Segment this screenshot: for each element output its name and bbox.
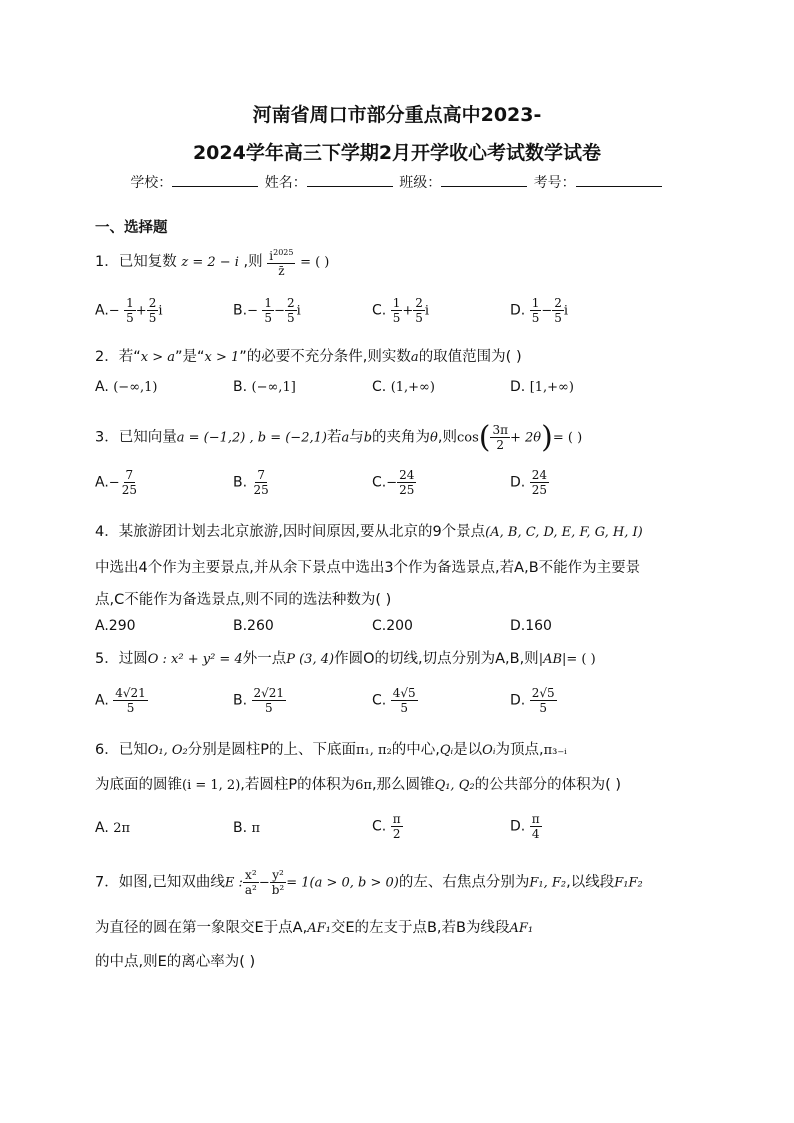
- frac: [530, 296, 542, 325]
- sign: −: [247, 303, 258, 319]
- option-label: D.: [510, 302, 526, 319]
- q3-t3: 与: [349, 429, 364, 446]
- num: 2: [554, 296, 562, 310]
- section-heading: 一、选择题: [95, 220, 168, 236]
- q6-pi12: π₁, π₂: [356, 743, 392, 758]
- frac: [391, 812, 403, 841]
- number-blank[interactable]: [576, 174, 662, 187]
- q6-t1: 6．已知: [95, 742, 148, 758]
- den: 25: [253, 483, 269, 497]
- q2-c1: x > a: [140, 350, 175, 365]
- q3-a: a: [341, 430, 350, 446]
- q5-option-c[interactable]: [372, 686, 418, 715]
- frac: [252, 468, 271, 497]
- num: 1: [392, 296, 401, 310]
- option-label: C.: [372, 692, 387, 709]
- frac: [120, 468, 139, 497]
- q2-option-a[interactable]: [95, 379, 158, 395]
- q7-f1f2: F₁F₂: [614, 875, 643, 891]
- name-blank[interactable]: [307, 174, 393, 187]
- option-label: D.: [510, 818, 526, 835]
- option-label: C.: [372, 474, 387, 491]
- option-label: C.: [372, 379, 387, 395]
- question-3: [95, 420, 582, 455]
- option-label: B.: [233, 820, 248, 836]
- q5-option-d[interactable]: [510, 686, 557, 715]
- q2-option-b[interactable]: [233, 379, 296, 395]
- q7-t3: ,以线段: [566, 874, 615, 891]
- question-7-line-3: 的中点,则E的离心率为( ): [95, 954, 256, 970]
- q3-option-b[interactable]: [233, 468, 271, 497]
- den: 25: [531, 483, 547, 497]
- q6-option-b[interactable]: [233, 820, 260, 836]
- q7-t1: 7．如图,已知双曲线: [95, 874, 225, 891]
- option-value: (−∞,1): [113, 380, 158, 395]
- den: 4: [531, 827, 540, 841]
- option-label: A.: [95, 379, 109, 395]
- q6-t3: 的中心,: [391, 742, 440, 758]
- q5-t3: 作圆O的切线,切点分别为A,B,则: [334, 651, 539, 667]
- den: 5: [415, 311, 423, 325]
- question-7-line-1: [95, 868, 643, 897]
- q2-t2: ”是“: [175, 349, 205, 365]
- title-line-1: 河南省周口市部分重点高中2023-: [252, 104, 542, 126]
- den: 2: [392, 827, 401, 841]
- num: 3π: [492, 423, 509, 437]
- option-label: B.: [233, 302, 248, 319]
- question-1: [95, 246, 329, 278]
- q6-t7: ,若圆柱P的体积为: [240, 777, 356, 793]
- class-label: 班级：: [399, 175, 442, 191]
- q7-e: E :: [224, 875, 243, 891]
- question-7-line-2: [95, 916, 533, 937]
- q6-i12: (i = 1, 2): [182, 778, 241, 793]
- q3-frac: [490, 423, 510, 452]
- q6-option-d[interactable]: [510, 812, 542, 841]
- question-5: [95, 647, 596, 668]
- den: 5: [126, 701, 135, 715]
- den: 5: [539, 701, 547, 715]
- den: a²: [244, 883, 257, 897]
- left-paren: (: [478, 420, 491, 455]
- q3-t2: 若: [326, 429, 342, 446]
- sign: −: [108, 303, 120, 319]
- q2-c2: x > 1: [204, 350, 240, 365]
- q3-b: b: [363, 430, 373, 446]
- imag: i: [158, 303, 163, 319]
- option-value: (−∞,1]: [251, 380, 296, 395]
- q3-t5: ,则: [437, 429, 457, 446]
- option-label: B.: [233, 692, 248, 709]
- option-label: C.: [372, 302, 387, 319]
- q4-option-b[interactable]: B.260: [233, 618, 274, 634]
- school-label: 学校：: [130, 175, 173, 191]
- question-2: [95, 345, 522, 366]
- q7-f12: F₁, F₂: [529, 875, 567, 891]
- option-value: π: [251, 821, 261, 836]
- num: 24: [531, 468, 547, 482]
- q7-cond: = 1(a > 0, b > 0): [286, 875, 399, 891]
- q6-t5: 为顶点,: [495, 742, 544, 758]
- q3-vectors: a = (−1,2) , b = (−2,1): [176, 430, 327, 446]
- q6-q12: Q₁, Q₂: [434, 778, 475, 793]
- num: y²: [272, 868, 284, 882]
- sign: −: [386, 475, 398, 491]
- school-blank[interactable]: [172, 174, 258, 187]
- den: 25: [121, 483, 137, 497]
- q5-option-b[interactable]: [233, 686, 286, 715]
- q7-af1: AF₁: [307, 921, 331, 936]
- q4-option-a[interactable]: A.290: [95, 618, 136, 634]
- den: 5: [148, 311, 157, 325]
- q6-t8: ,那么圆锥: [371, 777, 435, 793]
- frac: [252, 686, 287, 715]
- frac: [124, 296, 136, 325]
- option-value: [1,+∞): [529, 380, 574, 395]
- question-6-line-2: [95, 773, 621, 794]
- option-label: D.: [510, 692, 526, 709]
- q1-mid: ,则: [243, 254, 263, 270]
- q6-t2: 分别是圆柱P的上、下底面: [187, 742, 356, 758]
- option-label: B.: [233, 474, 248, 491]
- option-label: C.: [372, 818, 387, 835]
- q7-frac-y: [270, 868, 287, 897]
- q1-option-a[interactable]: [95, 296, 163, 325]
- num: 1: [264, 296, 273, 310]
- q7-t4: 为直径的圆在第一象限交E于点A,: [95, 920, 308, 936]
- op: −: [541, 303, 553, 319]
- op: +: [402, 303, 414, 319]
- q7-minus: −: [258, 875, 270, 891]
- q5-end: = ( ): [566, 652, 596, 667]
- number-label: 考号：: [533, 175, 576, 191]
- num: 1: [126, 296, 134, 310]
- q2-t4: 的取值范围为( ): [418, 349, 522, 365]
- q4-set: (A, B, C, D, E, F, G, H, I): [485, 525, 643, 540]
- imag: i: [424, 303, 430, 319]
- question-4-line-1: [95, 520, 643, 541]
- q1-option-b[interactable]: [233, 296, 301, 325]
- q6-t9: 的公共部分的体积为( ): [474, 777, 622, 793]
- q6-pi3i: π₃₋ᵢ: [543, 743, 567, 758]
- q1-option-d[interactable]: [510, 296, 568, 325]
- q6-o12: O₁, O₂: [147, 743, 188, 758]
- q2-t3: ”的必要不充分条件,则实数: [239, 349, 411, 365]
- q3-t1: 3．已知向量: [95, 429, 177, 446]
- frac: [530, 812, 542, 841]
- num: 7: [125, 468, 134, 482]
- q4-option-d[interactable]: D.160: [510, 618, 552, 634]
- option-label: D.: [510, 474, 526, 491]
- num: 2√21: [253, 686, 285, 700]
- den: b²: [271, 883, 285, 897]
- den: 5: [286, 311, 295, 325]
- q3-t4: 的夹角为: [372, 429, 431, 446]
- den: 5: [392, 311, 401, 325]
- num: 2: [286, 296, 295, 310]
- q4-option-c[interactable]: C.200: [372, 618, 413, 634]
- den: 5: [126, 311, 134, 325]
- option-value: 2π: [113, 821, 131, 836]
- q1-end: = ( ): [300, 255, 330, 270]
- q1-num: i: [269, 249, 274, 263]
- den: 25: [399, 483, 415, 497]
- q5-t2: 外一点: [242, 651, 287, 667]
- option-label: A.: [95, 820, 109, 836]
- q6-qi: Qᵢ: [439, 743, 454, 758]
- option-label: A.: [95, 692, 109, 709]
- q3-option-a[interactable]: [95, 468, 139, 497]
- q7-af1b: AF₁: [509, 921, 534, 936]
- student-info: [0, 172, 794, 192]
- num: 24: [399, 468, 415, 482]
- q2-a: a: [410, 350, 419, 365]
- frac: [391, 686, 418, 715]
- frac: [530, 468, 549, 497]
- num: 4√21: [115, 686, 146, 700]
- q1-option-c[interactable]: [372, 296, 429, 325]
- name-label: 姓名：: [264, 175, 307, 191]
- frac: [413, 296, 425, 325]
- option-label: B.: [233, 379, 248, 395]
- option-label: A.: [95, 474, 109, 491]
- op: −: [274, 303, 285, 319]
- q5-t1: 5．过圆: [95, 651, 148, 667]
- q1-lead: 1．已知复数: [95, 254, 177, 270]
- question-6-line-1: [95, 738, 567, 759]
- q7-t5: 交E的左支于点B,若B为线段: [330, 920, 510, 936]
- question-4-line-2: 中选出4个作为主要景点,并从余下景点中选出3个作为备选景点,若A,B不能作为主要景: [95, 560, 641, 576]
- title-line-2: 2024学年高三下学期2月开学收心考试数学试卷: [192, 142, 602, 164]
- q3-option-c[interactable]: [372, 468, 416, 497]
- q1-exp: 2025: [273, 248, 294, 257]
- imag: i: [563, 303, 569, 319]
- num: 2: [415, 296, 423, 310]
- num: 7: [257, 468, 265, 482]
- den: 5: [531, 311, 540, 325]
- den: 5: [264, 311, 273, 325]
- q5-ab: |AB|: [538, 652, 567, 667]
- op: +: [135, 303, 147, 319]
- q3-plus: + 2θ: [510, 430, 542, 446]
- den: 2: [496, 438, 505, 452]
- num: 4√5: [392, 686, 416, 700]
- num: π: [392, 812, 401, 826]
- q2-option-d[interactable]: [510, 379, 574, 395]
- q1-den: z̄: [278, 264, 285, 278]
- den: 5: [264, 701, 273, 715]
- q6-t4: 是以: [453, 742, 483, 758]
- frac: [391, 296, 403, 325]
- q6-option-a[interactable]: [95, 820, 130, 836]
- frac: [397, 468, 416, 497]
- frac: [530, 686, 557, 715]
- q5-option-a[interactable]: [95, 686, 148, 715]
- q1-z: z = 2 − i: [181, 255, 239, 270]
- q6-oi: Oᵢ: [482, 743, 496, 758]
- frac: [113, 686, 148, 715]
- num: 2√5: [531, 686, 555, 700]
- num: x²: [245, 868, 257, 882]
- num: 1: [531, 296, 540, 310]
- num: π: [531, 812, 540, 826]
- option-value: (1,+∞): [390, 380, 435, 395]
- q7-t2: 的左、右焦点分别为: [398, 874, 530, 891]
- class-blank[interactable]: [441, 174, 527, 187]
- den: 5: [554, 311, 562, 325]
- frac: [147, 296, 159, 325]
- frac: [262, 296, 274, 325]
- q2-t1: 2．若“: [95, 349, 141, 365]
- option-label: D.: [510, 379, 526, 395]
- q5-circle: O : x² + y² = 4: [147, 652, 243, 667]
- q3-option-d[interactable]: [510, 468, 549, 497]
- q3-theta: θ: [430, 430, 438, 446]
- option-label: A.: [95, 302, 109, 319]
- q4-l1: 4．某旅游团计划去北京旅游,因时间原因,要从北京的9个景点: [95, 524, 486, 540]
- sign: −: [108, 475, 120, 491]
- q1-fraction: [267, 246, 295, 278]
- q6-option-c[interactable]: [372, 812, 403, 841]
- q3-cos: cos: [456, 430, 479, 446]
- right-paren: ): [541, 420, 553, 455]
- frac: [552, 296, 564, 325]
- q2-option-c[interactable]: [372, 379, 435, 395]
- q7-frac-x: [243, 868, 259, 897]
- num: 2: [148, 296, 157, 310]
- frac: [285, 296, 297, 325]
- q5-point: P (3, 4): [286, 652, 335, 667]
- q6-sixpi: 6π: [355, 778, 372, 793]
- den: 5: [400, 701, 408, 715]
- imag: i: [296, 303, 301, 319]
- q6-t6: 为底面的圆锥: [95, 777, 182, 793]
- question-4-line-3: 点,C不能作为备选景点,则不同的选法种数为( ): [95, 592, 392, 608]
- q3-end: = ( ): [552, 430, 583, 446]
